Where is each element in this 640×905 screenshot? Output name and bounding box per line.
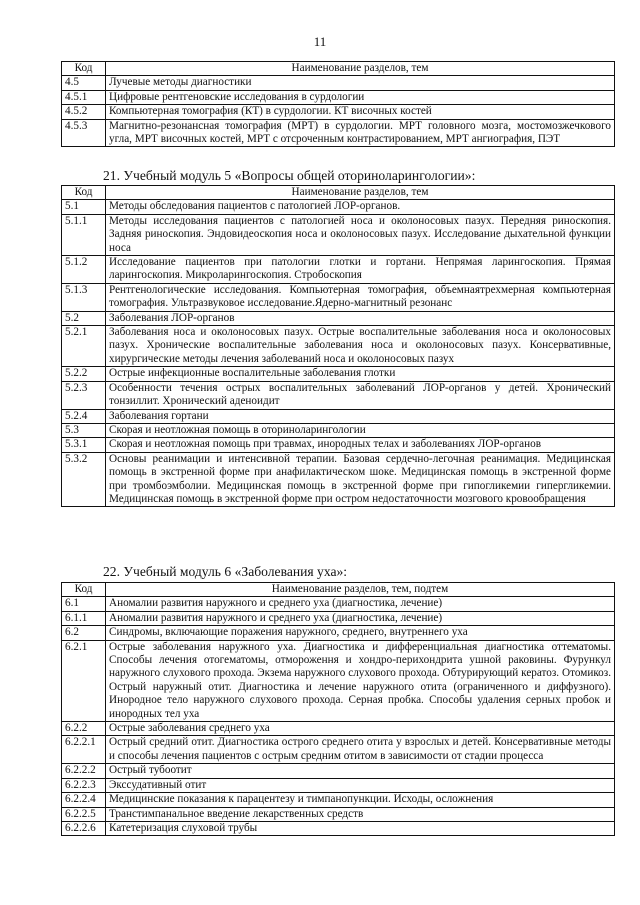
- table-row: [62, 793, 615, 807]
- row-title: Острые инфекционные воспалительные заболевания глотки: [106, 367, 615, 381]
- row-title: Магнитно-резонансная томография (МРТ) в сурдологии. МРТ головного мозга, мостомозжечкового угла, МРТ височных костей, МРТ с отсроченным контрастированием, МРТ ангиография, ПЭТ: [106, 119, 615, 147]
- row-title: Скорая и неотложная помощь в оториноларингологии: [106, 423, 615, 437]
- table-module-6: [61, 582, 615, 836]
- table-module-5: [61, 185, 615, 507]
- table-row: [62, 90, 615, 104]
- row-code: 5.3.2: [62, 452, 106, 507]
- table-row: [62, 409, 615, 423]
- module-5-title: 21. Учебный модуль 5 «Вопросы общей оториноларингологии»:: [103, 168, 476, 183]
- row-code: 6.2.2: [62, 722, 106, 736]
- row-title: Острые заболевания наружного уха. Диагностика и дифференциальная диагностика оттематомы. Способы лечения отогематомы, отмороження и хондро-перихондрита ушной раковины. Фурункул наружного слухового прохода. Экзема наружного слухового прохода. Обтурирующий кератоз. Отомикоз. Острый наружный отит. Диагностика и лечение наружного отита (ограниченного и диффузного). Инородное тело наружного слухового прохода. Серная пробка. Способы удаления серных пробок и инородных тел уха: [106, 640, 615, 721]
- column-header-name: Наименование разделов, тем: [106, 62, 615, 76]
- table-row: [62, 423, 615, 437]
- table-row: [62, 438, 615, 452]
- row-code: 6.2.2.3: [62, 778, 106, 792]
- column-header-name: Наименование разделов, тем, подтем: [106, 583, 615, 597]
- row-title: Лучевые методы диагностики: [106, 76, 615, 90]
- row-code: 6.1.1: [62, 611, 106, 625]
- table-row: [62, 311, 615, 325]
- table-row: [62, 381, 615, 409]
- row-title: Аномалии развития наружного и среднего уха (диагностика, лечение): [106, 611, 615, 625]
- table-row: [62, 807, 615, 821]
- row-title: Медицинские показания к парацентезу и тимпанопункции. Исходы, осложнения: [106, 793, 615, 807]
- column-header-code: Код: [62, 62, 106, 76]
- table-row: [62, 611, 615, 625]
- row-title: Исследование пациентов при патологии глотки и гортани. Непрямая ларингоскопия. Прямая ларингоскопия. Микроларингоскопия. Стробоскопия: [106, 256, 615, 284]
- column-header-code: Код: [62, 583, 106, 597]
- row-title: Катетеризация слуховой трубы: [106, 821, 615, 835]
- row-code: 5.3: [62, 423, 106, 437]
- table-header-row: [62, 186, 615, 200]
- row-code: 4.5.2: [62, 105, 106, 119]
- row-code: 5.2.2: [62, 367, 106, 381]
- row-title: Особенности течения острых воспалительных заболеваний ЛОР-органов у детей. Хронический тонзиллит. Хронический аденоидит: [106, 381, 615, 409]
- table-row: [62, 778, 615, 792]
- column-header-code: Код: [62, 186, 106, 200]
- row-code: 5.1.1: [62, 214, 106, 255]
- table-row: [62, 722, 615, 736]
- table-row: [62, 452, 615, 507]
- row-code: 5.2.1: [62, 326, 106, 367]
- table-row: [62, 597, 615, 611]
- row-code: 4.5: [62, 76, 106, 90]
- table-row: [62, 326, 615, 367]
- table-row: [62, 256, 615, 284]
- row-code: 5.2.4: [62, 409, 106, 423]
- table-row: [62, 200, 615, 214]
- row-code: 6.2.2.5: [62, 807, 106, 821]
- row-title: Скорая и неотложная помощь при травмах, инородных телах и заболеваниях ЛОР-органов: [106, 438, 615, 452]
- row-title: Синдромы, включающие поражения наружного, среднего, внутреннего уха: [106, 626, 615, 640]
- table-row: [62, 626, 615, 640]
- table-header-row: [62, 583, 615, 597]
- row-title: Транстимпанальное введение лекарственных средств: [106, 807, 615, 821]
- table-row: [62, 821, 615, 835]
- column-header-name: Наименование разделов, тем: [106, 186, 615, 200]
- table-row: [62, 367, 615, 381]
- table-row: [62, 119, 615, 147]
- row-title: Острый средний отит. Диагностика острого среднего отита у взрослых и детей. Консервативные методы и способы лечения пациентов с острым средним отитом в зависимости от стадии процесса: [106, 736, 615, 764]
- table-row: [62, 736, 615, 764]
- table-row: [62, 640, 615, 721]
- row-code: 6.2.2.1: [62, 736, 106, 764]
- row-code: 4.5.3: [62, 119, 106, 147]
- row-title: Заболевания гортани: [106, 409, 615, 423]
- row-code: 6.2.2.2: [62, 764, 106, 778]
- module-6-title: 22. Учебный модуль 6 «Заболевания уха»:: [103, 564, 348, 579]
- row-title: Заболевания ЛОР-органов: [106, 311, 615, 325]
- row-title: Методы обследования пациентов с патологией ЛОР-органов.: [106, 200, 615, 214]
- row-code: 5.1: [62, 200, 106, 214]
- table-radiology: [61, 61, 615, 147]
- row-title: Острые заболевания среднего уха: [106, 722, 615, 736]
- row-title: Компьютерная томография (КТ) в сурдологии. КТ височных костей: [106, 105, 615, 119]
- row-code: 6.2.1: [62, 640, 106, 721]
- row-code: 5.2: [62, 311, 106, 325]
- row-code: 5.1.2: [62, 256, 106, 284]
- row-title: Методы исследования пациентов с патологией носа и околоносовых пазух. Передняя риноскопия. Задняя риноскопия. Эндовидеоскопия носа и околоносовых пазух. Исследование дыхательной функции носа: [106, 214, 615, 255]
- table-row: [62, 105, 615, 119]
- row-title: Экссудативный отит: [106, 778, 615, 792]
- table-row: [62, 76, 615, 90]
- row-code: 5.1.3: [62, 283, 106, 311]
- row-code: 5.3.1: [62, 438, 106, 452]
- table-row: [62, 283, 615, 311]
- row-title: Цифровые рентгеновские исследования в сурдологии: [106, 90, 615, 104]
- row-code: 6.2.2.6: [62, 821, 106, 835]
- row-title: Заболевания носа и околоносовых пазух. Острые воспалительные заболевания носа и околоносовых пазух. Хронические воспалительные заболевания носа и околоносовых пазух. Консервативные, хирургические методы лечения заболеваний носа и околоносовых пазух: [106, 326, 615, 367]
- table-row: [62, 764, 615, 778]
- page-number: 11: [313, 34, 327, 49]
- row-title: Основы реанимации и интенсивной терапии. Базовая сердечно-легочная реанимация. Медицинская помощь в экстренной форме при анафилактическом шоке. Медицинская помощь в экстренной форме при тромбоэмболии. Медицинская помощь в экстренной форме при гипогликемии гипергликемии. Медицинская помощь в экстренной форме при остром недостаточности мозгового кровообращения: [106, 452, 615, 507]
- row-code: 6.1: [62, 597, 106, 611]
- row-code: 6.2: [62, 626, 106, 640]
- table-header-row: [62, 62, 615, 76]
- row-title: Рентгенологические исследования. Компьютерная томография, объемнаятрехмерная компьютерная томография. Ультразвуковое исследование.Ядерно-магнитный резонанс: [106, 283, 615, 311]
- table-row: [62, 214, 615, 255]
- row-title: Острый тубоотит: [106, 764, 615, 778]
- row-code: 6.2.2.4: [62, 793, 106, 807]
- row-code: 5.2.3: [62, 381, 106, 409]
- row-title: Аномалии развития наружного и среднего уха (диагностика, лечение): [106, 597, 615, 611]
- row-code: 4.5.1: [62, 90, 106, 104]
